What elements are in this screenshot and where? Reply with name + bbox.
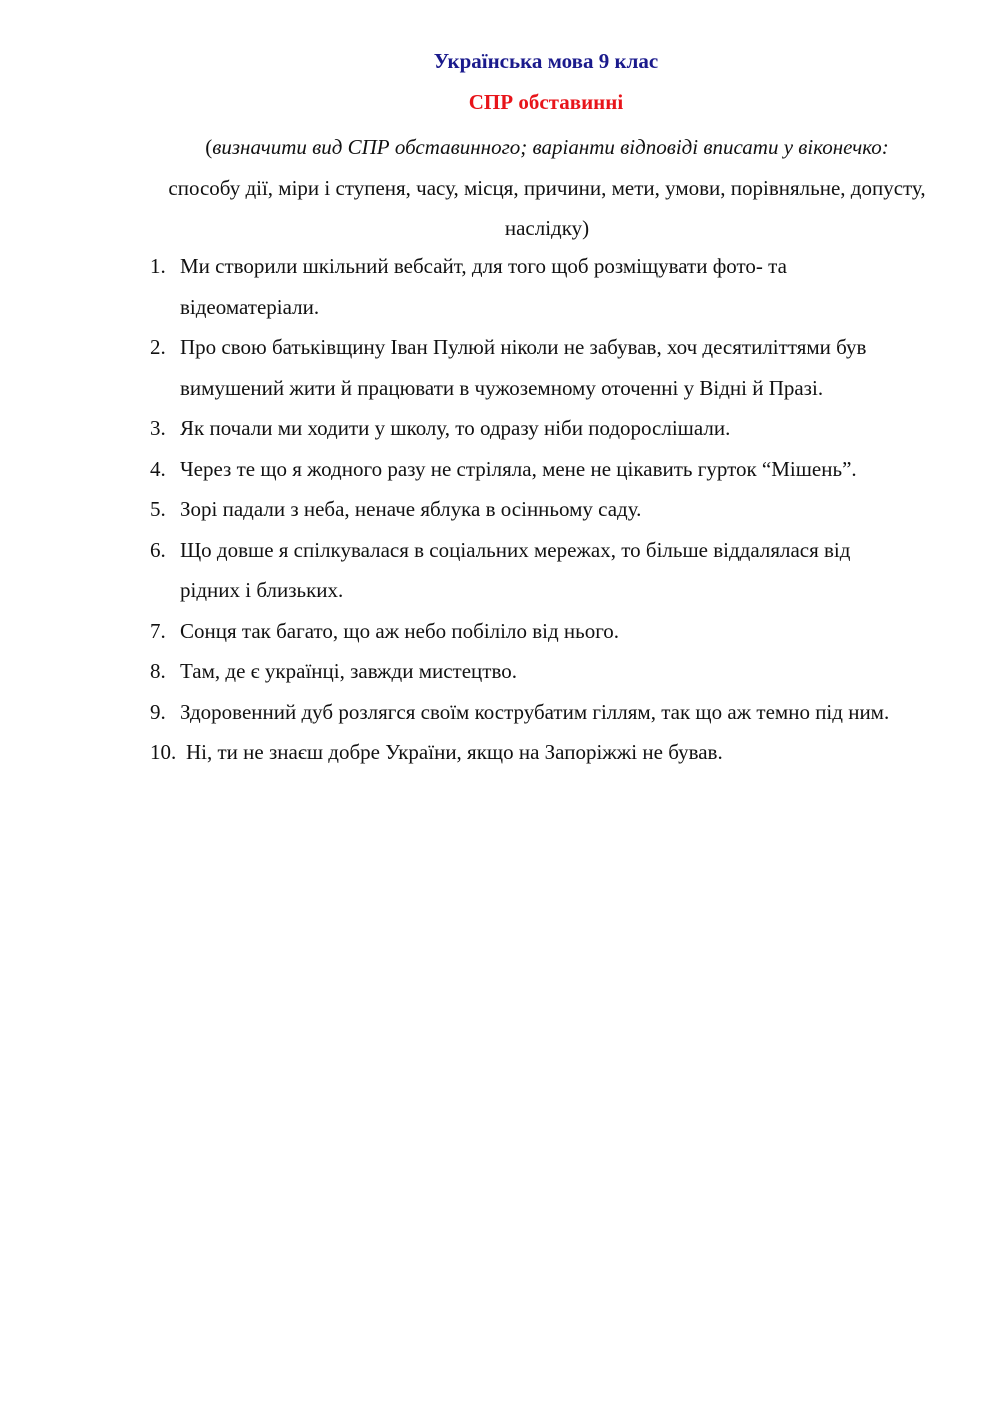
page-title: Українська мова 9 клас	[433, 49, 659, 73]
task-number: 6.	[150, 537, 166, 562]
task-text: Про свою батьківщину Іван Пулюй ніколи не забував, хоч десятиліттями був вимушений жити й працювати в чужоземному оточенні у Відні й Празі.	[180, 335, 867, 400]
task-number: 7.	[150, 618, 166, 643]
instructions-open-paren: (	[205, 135, 213, 159]
task-text: Ми створили шкільний вебсайт, для того щоб розміщувати фото- та відеоматеріали.	[180, 254, 787, 319]
task-text: Що довше я спілкувалася в соціальних мережах, то більше віддалялася від рідних і близьких.	[180, 537, 851, 602]
instructions-intro: визначити вид СПР обставинного; варіанти відповіді вписати у віконечко:	[212, 135, 889, 159]
task-text: Здоровенний дуб розлягся своїм кострубатим гіллям, так що аж темно під ним.	[180, 699, 890, 724]
task-item	[140, 408, 990, 449]
task-item	[140, 530, 990, 611]
task-number: 1.	[150, 254, 166, 278]
task-number: 9.	[150, 699, 166, 724]
task-number: 4.	[150, 456, 166, 481]
instructions-options: способу дії, міри і ступеня, часу, місця, причини, мети, умови, порівняльне, допусту, наслідку)	[168, 175, 926, 240]
task-item	[140, 611, 990, 652]
task-number: 8.	[150, 659, 166, 683]
task-item	[140, 692, 990, 733]
page-subtitle: СПР обставинні	[468, 90, 624, 114]
task-text: Ні, ти не знаєш добре України, якщо на Запоріжжі не бував.	[186, 740, 723, 764]
task-item	[140, 489, 990, 530]
task-text: Сонця так багато, що аж небо побіліло від нього.	[180, 618, 620, 643]
task-number: 10.	[150, 740, 177, 764]
task-number: 3.	[150, 416, 166, 440]
task-item	[140, 327, 990, 408]
task-number: 5.	[150, 497, 166, 521]
task-text: Через те що я жодного разу не стріляла, мене не цікавить гурток “Мішень”.	[180, 456, 857, 481]
task-item	[140, 732, 990, 773]
task-number: 2.	[150, 335, 166, 359]
task-item	[140, 246, 990, 327]
instructions	[112, 127, 982, 249]
task-text: Зорі падали з неба, неначе яблука в осінньому саду.	[180, 497, 642, 521]
task-item	[140, 651, 990, 692]
task-text: Як почали ми ходити у школу, то одразу ніби подорослішали.	[180, 416, 731, 440]
task-list	[140, 246, 990, 773]
task-text: Там, де є українці, завжди мистецтво.	[180, 659, 517, 683]
task-item	[140, 449, 990, 490]
